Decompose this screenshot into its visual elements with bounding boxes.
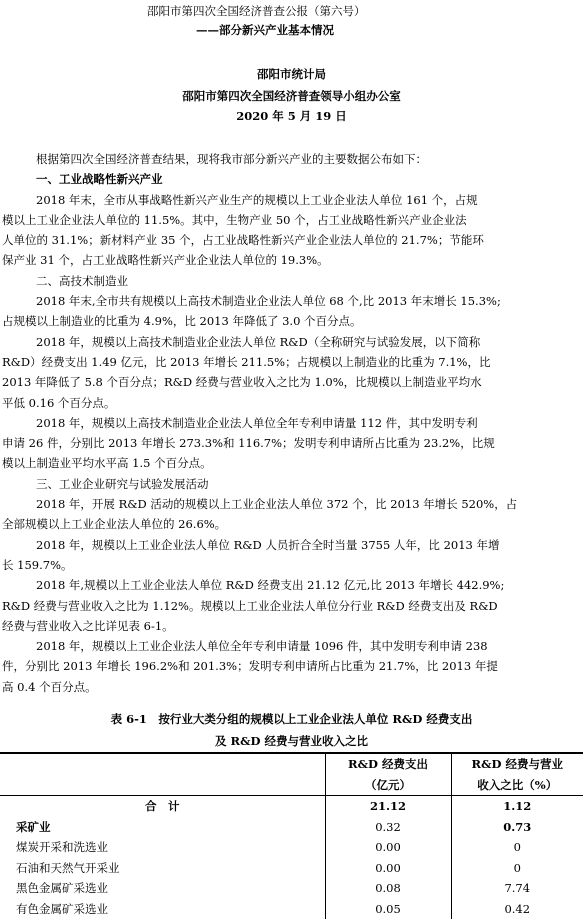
body-line: 高 0.4 个百分点。 — [2, 679, 97, 694]
body-line: 申请 26 件，分别比 2013 年增长 273.3%和 116.7%；发明专利申请所占比重为 23.2%，比规 — [2, 436, 495, 451]
row-industry-name: 采矿业 — [16, 819, 51, 834]
body-line: 模以上制造业平均水平高 1.5 个百分点。 — [2, 456, 212, 471]
body-line: 人单位的 31.1%；新材料产业 35 个，占工业战略性新兴产业企业法人单位的 21.7%；节能环 — [2, 233, 484, 248]
body-line: 2018 年末,全市共有规模以上高技术制造业企业法人单位 68 个,比 2013 年末增长 15.3%; — [36, 294, 501, 309]
header-blank — [0, 753, 325, 775]
document-title: 邵阳市第四次全国经济普查公报（第六号） — [147, 4, 366, 18]
header-rd-ratio: R&D 经费与营业 — [451, 753, 583, 775]
row-rd-expenditure: 0.00 — [325, 858, 451, 879]
body-line: R&D）经费支出 1.49 亿元，比 2013 年增长 211.5%；占规模以上制造业的比重为 7.1%，比 — [2, 354, 491, 369]
row-rd-expenditure: 21.12 — [325, 796, 451, 817]
row-rd-ratio: 0 — [451, 858, 583, 879]
row-rd-ratio: 0 — [451, 837, 583, 858]
body-line: 保产业 31 个，占工业战略性新兴产业企业法人单位的 19.3%。 — [2, 253, 329, 268]
row-rd-expenditure: 0.05 — [325, 899, 451, 919]
issuer-bureau: 邵阳市统计局 — [257, 67, 326, 81]
table-header-row-2 — [0, 775, 583, 796]
table-row — [0, 878, 583, 899]
table-subtitle: 及 R&D 经费与营业收入之比 — [215, 734, 368, 748]
body-line: 全部规模以上工业企业法人单位的 26.6%。 — [2, 517, 227, 532]
body-line: 2018 年，规模以上工业企业法人单位全年专利申请量 1096 件，其中发明专利申请 238 — [36, 639, 488, 654]
row-rd-ratio: 0.73 — [451, 817, 583, 838]
row-industry-name: 合 计 — [145, 799, 180, 814]
header-rd-expenditure-unit: （亿元） — [325, 775, 451, 796]
row-industry-name: 煤炭开采和洗选业 — [16, 840, 108, 855]
table-header-row — [0, 753, 583, 775]
body-text — [0, 149, 583, 697]
row-rd-ratio: 7.74 — [451, 878, 583, 899]
table-title: 表 6-1 按行业大类分组的规模以上工业企业法人单位 R&D 经费支出 — [110, 712, 473, 726]
table-row — [0, 837, 583, 858]
row-industry-name: 石油和天然气开采业 — [16, 860, 120, 875]
body-line: 2013 年降低了 5.8 个百分点；R&D 经费与营业收入之比为 1.0%，比规模以上制造业平均水 — [2, 375, 482, 390]
body-line: 2018 年末，全市从事战略性新兴产业生产的规模以上工业企业法人单位 161 个，占规 — [36, 192, 478, 207]
row-rd-expenditure: 0.32 — [325, 817, 451, 838]
body-line: 2018 年，规模以上工业企业法人单位 R&D 人员折合全时当量 3755 人年，比 2013 年增 — [36, 537, 500, 552]
row-rd-ratio: 0.42 — [451, 899, 583, 919]
header-rd-ratio-unit: 收入之比（%） — [451, 775, 583, 796]
row-rd-ratio: 1.12 — [451, 796, 583, 817]
body-line: 一、工业战略性新兴产业 — [36, 172, 163, 187]
body-line: 占规模以上制造业的比重为 4.9%，比 2013 年降低了 3.0 个百分点。 — [2, 314, 362, 329]
body-line: 模以上工业企业法人单位的 11.5%。其中，生物产业 50 个，占工业战略性新兴产业企业法 — [2, 212, 467, 227]
table-row — [0, 858, 583, 879]
body-line: 2018 年，开展 R&D 活动的规模以上工业企业法人单位 372 个，比 2013 年增长 520%，占 — [36, 497, 518, 512]
row-industry-name: 有色金属矿采选业 — [16, 901, 108, 916]
row-rd-expenditure: 0.00 — [325, 837, 451, 858]
body-line: 2018 年，规模以上高技术制造业企业法人单位 R&D（全称研究与试验发展，以下简称 — [36, 334, 481, 349]
header-blank-2 — [0, 775, 325, 796]
table-row — [0, 796, 583, 817]
body-line: 三、工业企业研究与试验发展活动 — [36, 476, 209, 491]
header-rd-expenditure: R&D 经费支出 — [325, 753, 451, 775]
rd-table — [0, 752, 583, 919]
row-rd-expenditure: 0.08 — [325, 878, 451, 899]
row-industry-name: 黑色金属矿采选业 — [16, 881, 108, 896]
body-line: R&D 经费与营业收入之比为 1.12%。规模以上工业企业法人单位分行业 R&D 经费支出及 R&D — [2, 598, 498, 613]
document-subtitle: ——部分新兴产业基本情况 — [196, 23, 334, 37]
issue-date: 2020 年 5 月 19 日 — [236, 109, 347, 123]
table-row — [0, 899, 583, 919]
body-line: 2018 年，规模以上高技术制造业企业法人单位全年专利申请量 112 件，其中发明专利 — [36, 415, 478, 430]
body-line: 长 159.7%。 — [2, 557, 73, 572]
body-line: 件，分别比 2013 年增长 196.2%和 201.3%；发明专利申请所占比重为 21.7%，比 2013 年提 — [2, 659, 498, 674]
body-line: 2018 年,规模以上工业企业法人单位 R&D 经费支出 21.12 亿元,比 2013 年增长 442.9%; — [36, 578, 505, 593]
body-line: 二、高技术制造业 — [36, 273, 128, 288]
issuer-office: 邵阳市第四次全国经济普查领导小组办公室 — [182, 89, 401, 103]
body-line: 平低 0.16 个百分点。 — [2, 395, 116, 410]
table-row — [0, 817, 583, 838]
body-line: 经费与营业收入之比详见表 6-1。 — [2, 618, 174, 633]
body-line: 根据第四次全国经济普查结果，现将我市部分新兴产业的主要数据公布如下： — [36, 152, 427, 166]
